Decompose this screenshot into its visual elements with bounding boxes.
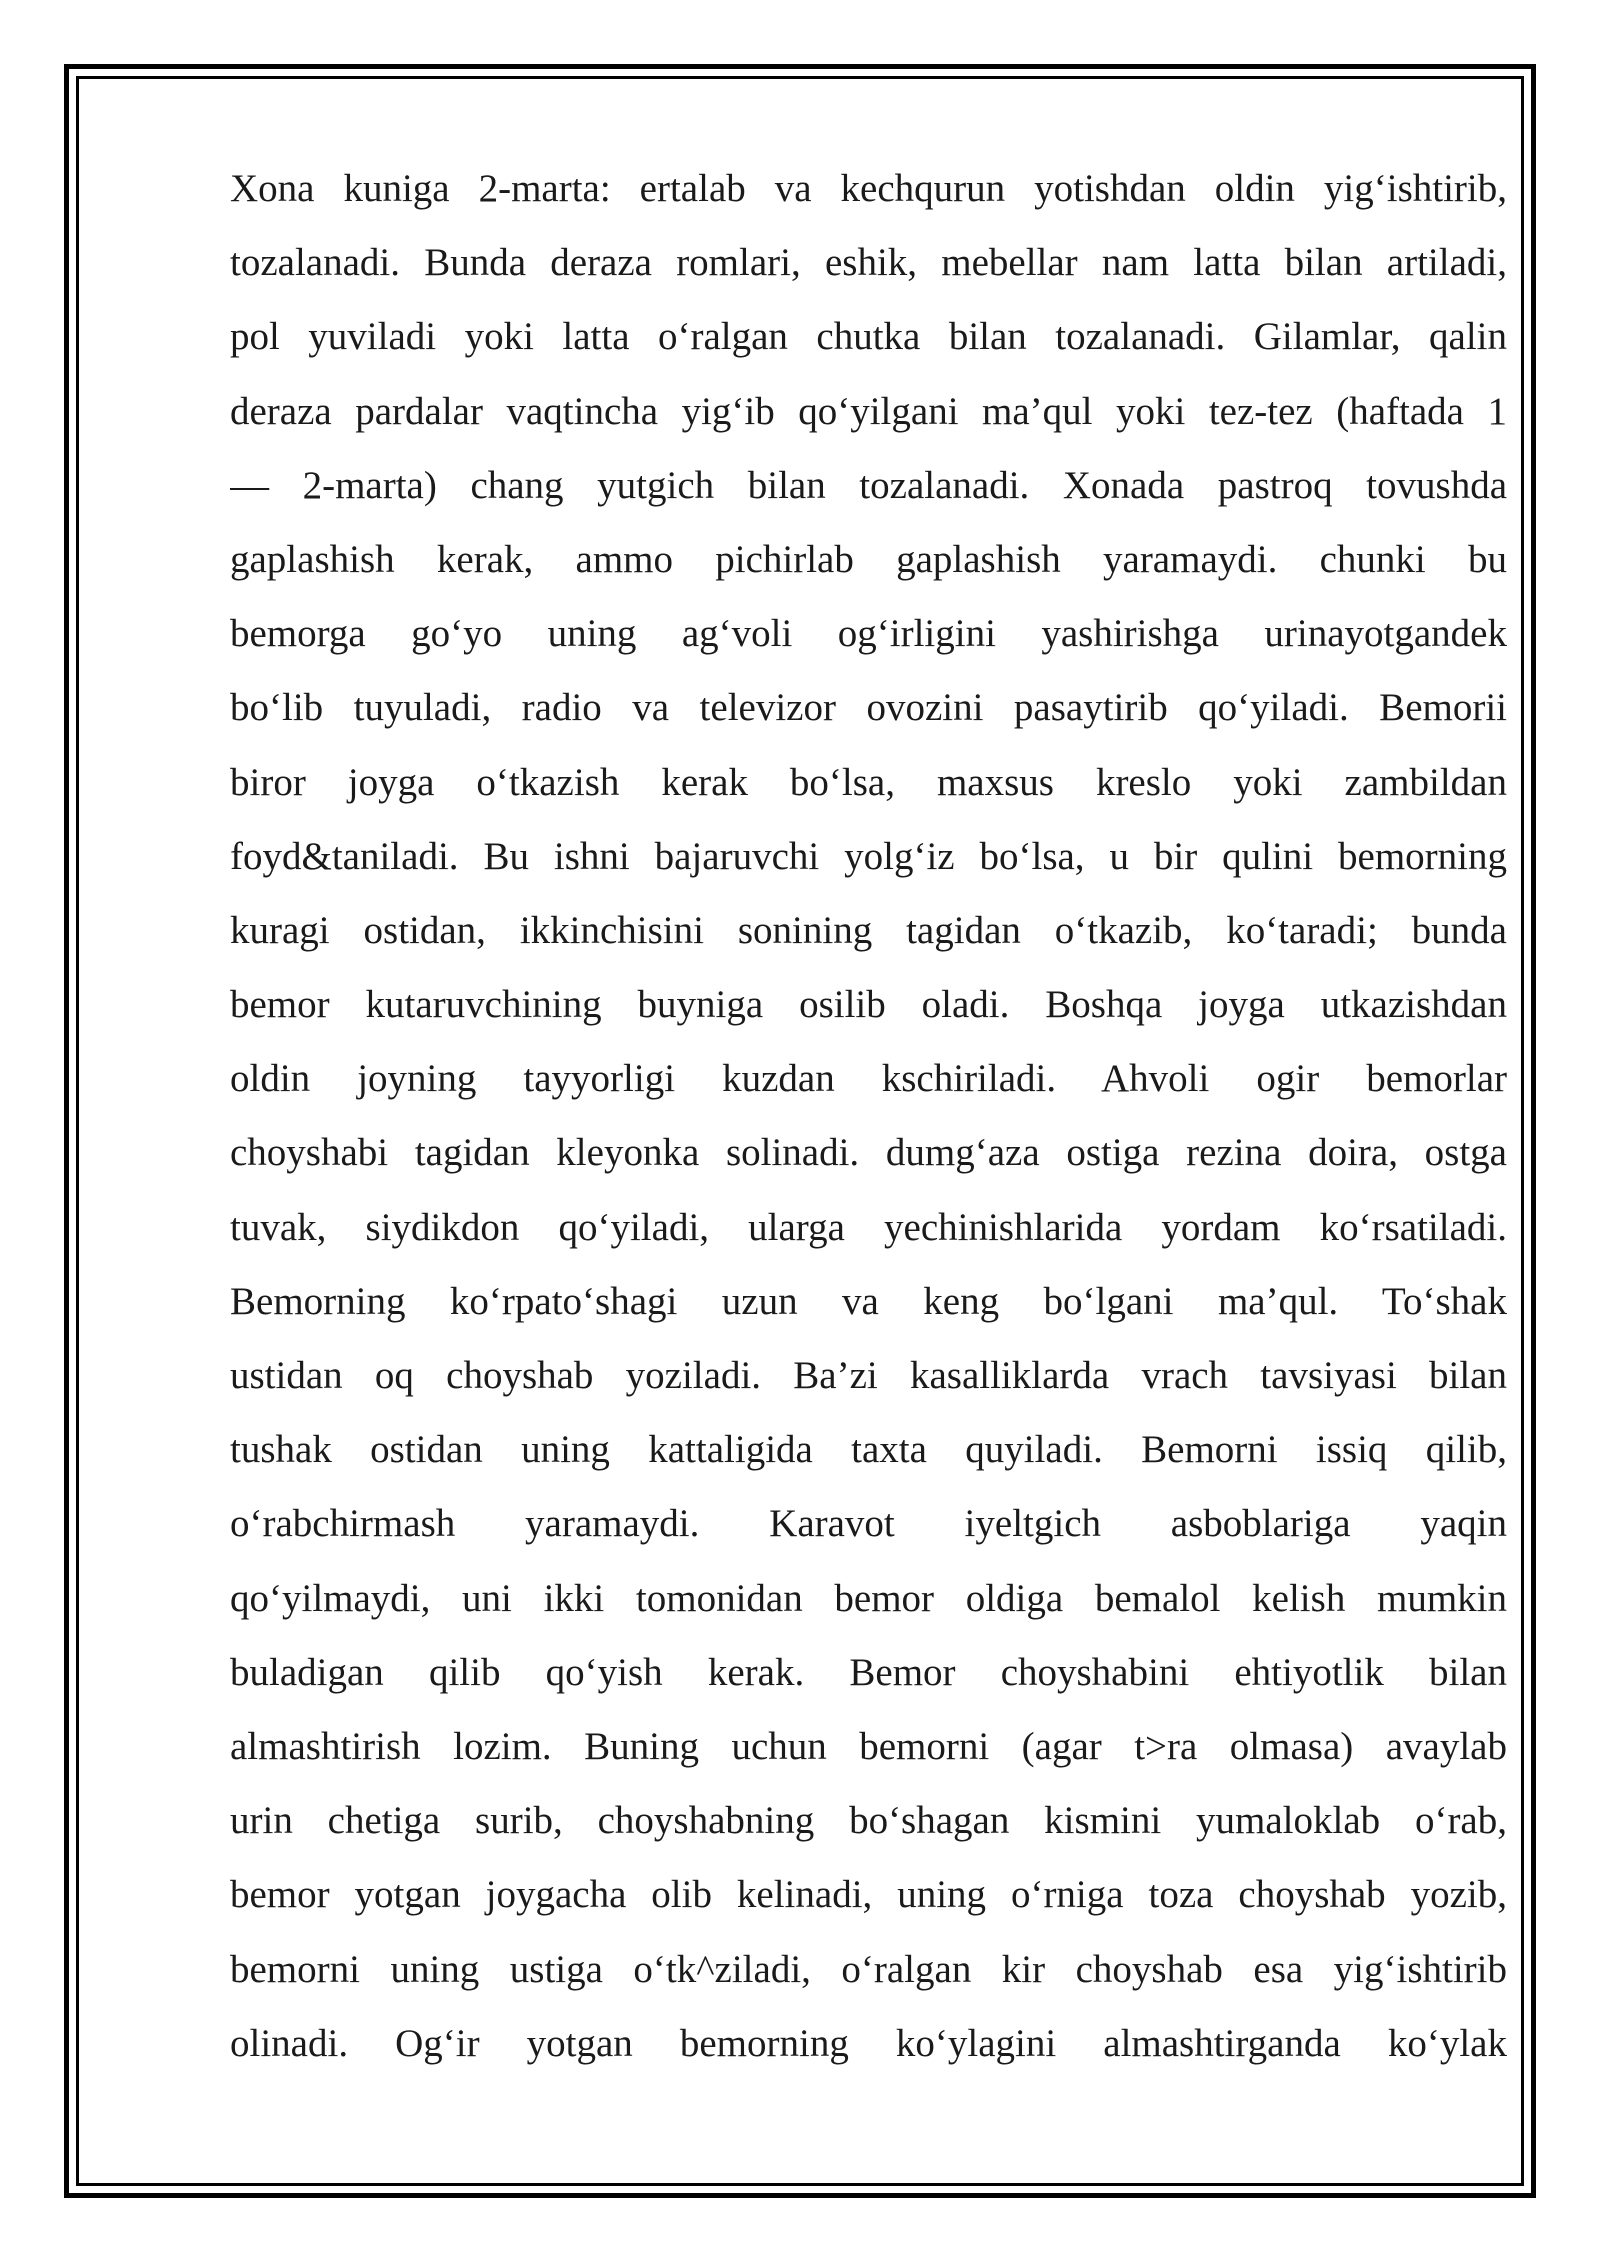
text-line: Bemorning ko‘rpato‘shagi uzun va keng bo‘lgani ma’qul. To‘shak [230, 1279, 1507, 1323]
text-line: choyshabi tagidan kleyonka solinadi. dumg‘aza ostiga rezina doira, ostga [230, 1131, 1507, 1175]
text-line: qo‘yilmaydi, uni ikki tomonidan bemor oldiga bemalol kelish mumkin [230, 1576, 1507, 1620]
text-line: biror joyga o‘tkazish kerak bo‘lsa, maxsus kreslo yoki zambildan [230, 760, 1507, 804]
document-body-text [230, 152, 1507, 2081]
text-line: o‘rabchirmash yaramaydi. Karavot iyeltgich asboblariga yaqin [230, 1502, 1507, 1546]
text-line: — 2-marta) chang yutgich bilan tozalanadi. Xonada pastroq tovushda [230, 463, 1507, 507]
text-line: olinadi. Og‘ir yotgan bemorning ko‘ylagini almashtirganda ko‘ylak [230, 2021, 1507, 2065]
text-line: Xona kuniga 2-marta: ertalab va kechqurun yotishdan oldin yig‘ishtirib, [230, 167, 1507, 210]
text-line: kuragi ostidan, ikkinchisini sonining tagidan o‘tkazib, ko‘taradi; bunda [230, 908, 1507, 952]
text-line: foyd&taniladi. Bu ishni bajaruvchi yolg‘iz bo‘lsa, u bir qulini bemorning [230, 834, 1507, 878]
text-line: pol yuviladi yoki latta o‘ralgan chutka bilan tozalanadi. Gilamlar, qalin [230, 315, 1507, 359]
text-line: buladigan qilib qo‘yish kerak. Bemor choyshabini ehtiyotlik bilan [230, 1650, 1507, 1694]
text-line: bemor kutaruvchining buyniga osilib oladi. Boshqa joyga utkazishdan [230, 983, 1507, 1027]
text-line: gaplashish kerak, ammo pichirlab gaplashish yaramaydi. chunki bu [230, 537, 1507, 581]
text-line: tuvak, siydikdon qo‘yiladi, ularga yechinishlarida yordam ko‘rsatiladi. [230, 1205, 1507, 1249]
text-line: deraza pardalar vaqtincha yig‘ib qo‘yilgani ma’qul yoki tez-tez (haftada 1 [230, 389, 1507, 433]
text-line: almashtirish lozim. Buning uchun bemorni (agar t>ra olmasa) avaylab [230, 1724, 1507, 1768]
text-line: tozalanadi. Bunda deraza romlari, eshik, mebellar nam latta bilan artiladi, [230, 241, 1507, 285]
text-line: ustidan oq choyshab yoziladi. Ba’zi kasalliklarda vrach tavsiyasi bilan [230, 1354, 1507, 1397]
text-line: bemorni uning ustiga o‘tk^ziladi, o‘ralgan kir choyshab esa yig‘ishtirib [230, 1947, 1507, 1991]
text-line: bo‘lib tuyuladi, radio va televizor ovozini pasaytirib qo‘yiladi. Bemorii [230, 686, 1507, 730]
text-line: urin chetiga surib, choyshabning bo‘shagan kismini yumaloklab o‘rab, [230, 1799, 1507, 1843]
text-line: bemor yotgan joygacha olib kelinadi, uning o‘rniga toza choyshab yozib, [230, 1873, 1507, 1917]
text-line: tushak ostidan uning kattaligida taxta quyiladi. Bemorni issiq qilib, [230, 1428, 1507, 1472]
text-line: oldin joyning tayyorligi kuzdan kschiriladi. Ahvoli ogir bemorlar [230, 1057, 1507, 1101]
text-line: bemorga go‘yo uning ag‘voli og‘irligini yashirishga urinayotgandek [230, 612, 1507, 656]
